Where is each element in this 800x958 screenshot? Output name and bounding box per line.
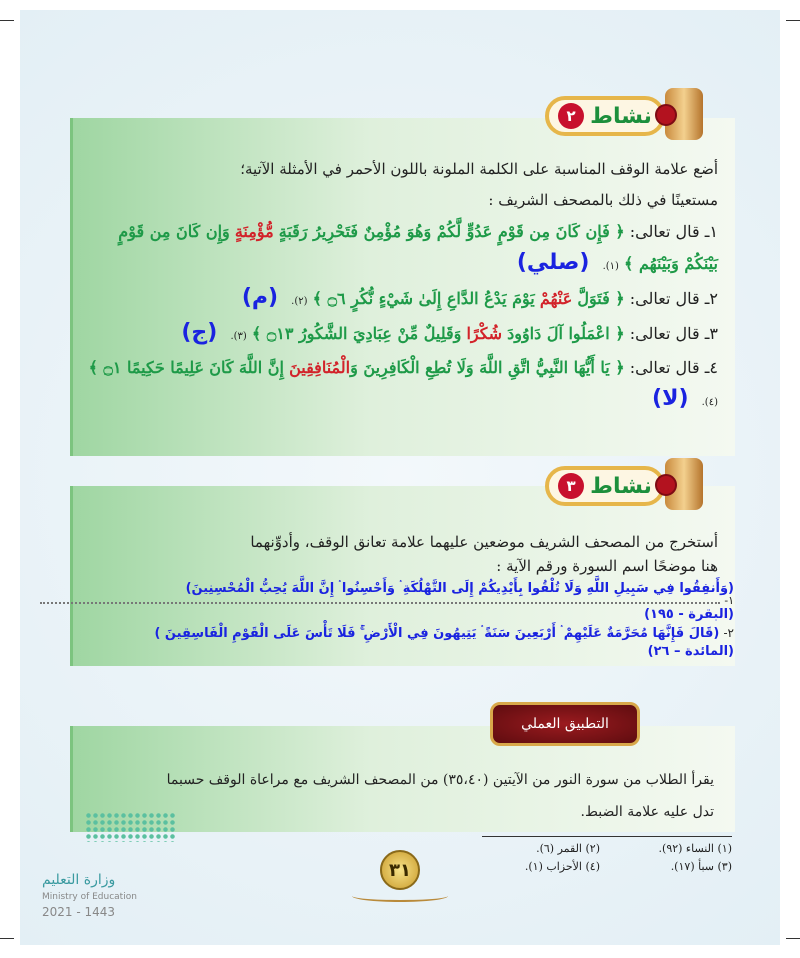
verse-text: وَقَلِيلٌ مِّنْ عِبَادِيَ الشَّكُورُ ۝١٣ ﴾ — [251, 324, 462, 343]
ministry-name-en: Ministry of Education — [42, 892, 137, 902]
badge-label: نشاط — [590, 473, 652, 499]
practical-text: تدل عليه علامة الضبط. — [580, 804, 714, 820]
ornament — [352, 890, 448, 902]
verse-text: ﴿ فَتَوَلَّ — [577, 289, 625, 308]
crop-mark — [0, 938, 14, 939]
footnote: (٤) الأحزاب (١). — [524, 860, 600, 873]
answer-3: (ج) — [181, 320, 218, 345]
footnote-ref: (٢). — [291, 296, 308, 307]
item-prefix: ٢ـ قال تعالى: — [629, 289, 718, 308]
answer-2-verse: (قَالَ فَإِنَّهَا مُحَرَّمَةٌ عَلَيْهِمْ ۛ أَرْبَعِينَ سَنَةً ۛ يَتِيهُونَ فِي الْأَرْضِ ۚ فَلَا تَأْسَ عَلَى الْقَوْمِ الْفَاسِقِينَ ) — [154, 626, 720, 641]
answer-2-number: ٢- — [723, 626, 734, 640]
red-word: شُكْرًا — [466, 324, 502, 343]
answer-1-verse: (وَأَنفِقُوا فِي سَبِيلِ اللَّهِ وَلَا تُلْقُوا بِأَيْدِيكُمْ إِلَى التَّهْلُكَةِ ۛ وَأَحْسِنُوا ۛ إِنَّ اللَّهَ يُحِبُّ الْمُحْسِنِينَ) — [185, 581, 734, 596]
badge-number: ٢ — [558, 103, 584, 129]
answer-1: (صلي) — [516, 250, 590, 275]
answer-2: (م) — [241, 285, 279, 310]
answer-4: (لا) — [652, 386, 689, 411]
answer-line — [40, 594, 734, 607]
ministry-name-ar: وزارة التعليم — [42, 872, 116, 888]
item-1 — [84, 216, 718, 282]
verse-text: إِنَّ اللَّهَ كَانَ — [209, 358, 284, 377]
footnote-ref: (٣). — [230, 331, 247, 342]
activity-2-badge — [545, 96, 665, 136]
activity-2-content — [84, 154, 718, 418]
activity-3-badge — [545, 466, 665, 506]
instruction: أستخرج من المصحف الشريف موضعين عليهما علامة تعانق الوقف، وأدوِّنهما — [250, 533, 718, 551]
answer-2-ref: (المائدة – ٢٦) — [647, 644, 734, 659]
year: 2021 - 1443 — [42, 905, 116, 919]
item-prefix: ٣ـ قال تعالى: — [629, 324, 718, 343]
item-prefix: ٤ـ قال تعالى: — [629, 358, 718, 377]
verse-text: ﴿ فَإِن كَانَ مِن قَوْمٍ عَدُوٍّ لَّكُمْ وَهُوَ مُؤْمِنٌ فَتَحْرِيرُ رَقَبَةٍ — [278, 222, 625, 241]
instruction: أضع علامة الوقف المناسبة على الكلمة الملونة باللون الأحمر في الأمثلة الآتية؛ — [240, 160, 718, 178]
footnote: (١) النساء (٩٢). — [658, 842, 732, 855]
item-2 — [84, 282, 718, 317]
verse-text: ﴿ يَا أَيُّهَا النَّبِيُّ اتَّقِ اللَّهَ وَلَا تُطِعِ الْكَافِرِينَ وَ — [350, 358, 625, 377]
item-4 — [84, 352, 718, 418]
practical-content — [84, 764, 714, 828]
page-number: ٣١ — [380, 850, 420, 890]
ministry-logo-icon — [85, 812, 177, 842]
practical-banner: التطبيق العملي — [490, 702, 640, 746]
item-3 — [84, 317, 718, 352]
verse-text: عَلِيمًا حَكِيمًا ۝١ ﴾ — [88, 358, 205, 377]
verse-text: يَوْمَ يَدْعُ الدَّاعِ إِلَىٰ شَيْءٍ نُّكُرٍ ۝٦ ﴾ — [312, 289, 535, 308]
crop-mark — [0, 20, 14, 21]
verse-text: وَإِن كَانَ مِن قَوْمٍ بَيْنَكُمْ وَبَيْنَهُم ﴾ — [118, 222, 718, 273]
badge-number: ٣ — [558, 473, 584, 499]
instruction: مستعينًا في ذلك بالمصحف الشريف : — [488, 191, 718, 209]
verse-text: ﴿ اعْمَلُوا آلَ دَاوُودَ — [507, 324, 625, 343]
red-word: مُّؤْمِنَةٍ — [234, 222, 274, 241]
seal-icon — [655, 474, 677, 496]
seal-icon — [655, 104, 677, 126]
red-word: الْمُنَافِقِينَ — [289, 358, 351, 377]
dotted-line — [40, 602, 720, 604]
footnote-ref: (١). — [602, 261, 619, 272]
badge-label: نشاط — [590, 103, 652, 129]
answer-2 — [40, 624, 734, 643]
crop-mark — [786, 938, 800, 939]
activity-3-answers — [40, 580, 734, 661]
footnote-ref: (٤). — [701, 397, 718, 408]
red-word: عَنْهُمْ — [539, 289, 573, 308]
instruction: هنا موضحًا اسم السورة ورقم الآية : — [496, 557, 718, 575]
item-prefix: ١ـ قال تعالى: — [629, 222, 718, 241]
activity-3-instructions — [84, 530, 718, 578]
crop-mark — [786, 20, 800, 21]
footnote: (٣) سبأ (١٧). — [670, 860, 732, 873]
footnote-divider — [482, 836, 732, 837]
footnote: (٢) القمر (٦). — [536, 842, 600, 855]
answer-1-number: ١- — [724, 594, 734, 607]
practical-text: يقرأ الطلاب من سورة النور من الآيتين (٣٥،٤٠) من المصحف الشريف مع مراعاة الوقف حسبما — [166, 772, 714, 788]
answer-1-ref: (البقرة - ١٩٥) — [644, 607, 734, 622]
